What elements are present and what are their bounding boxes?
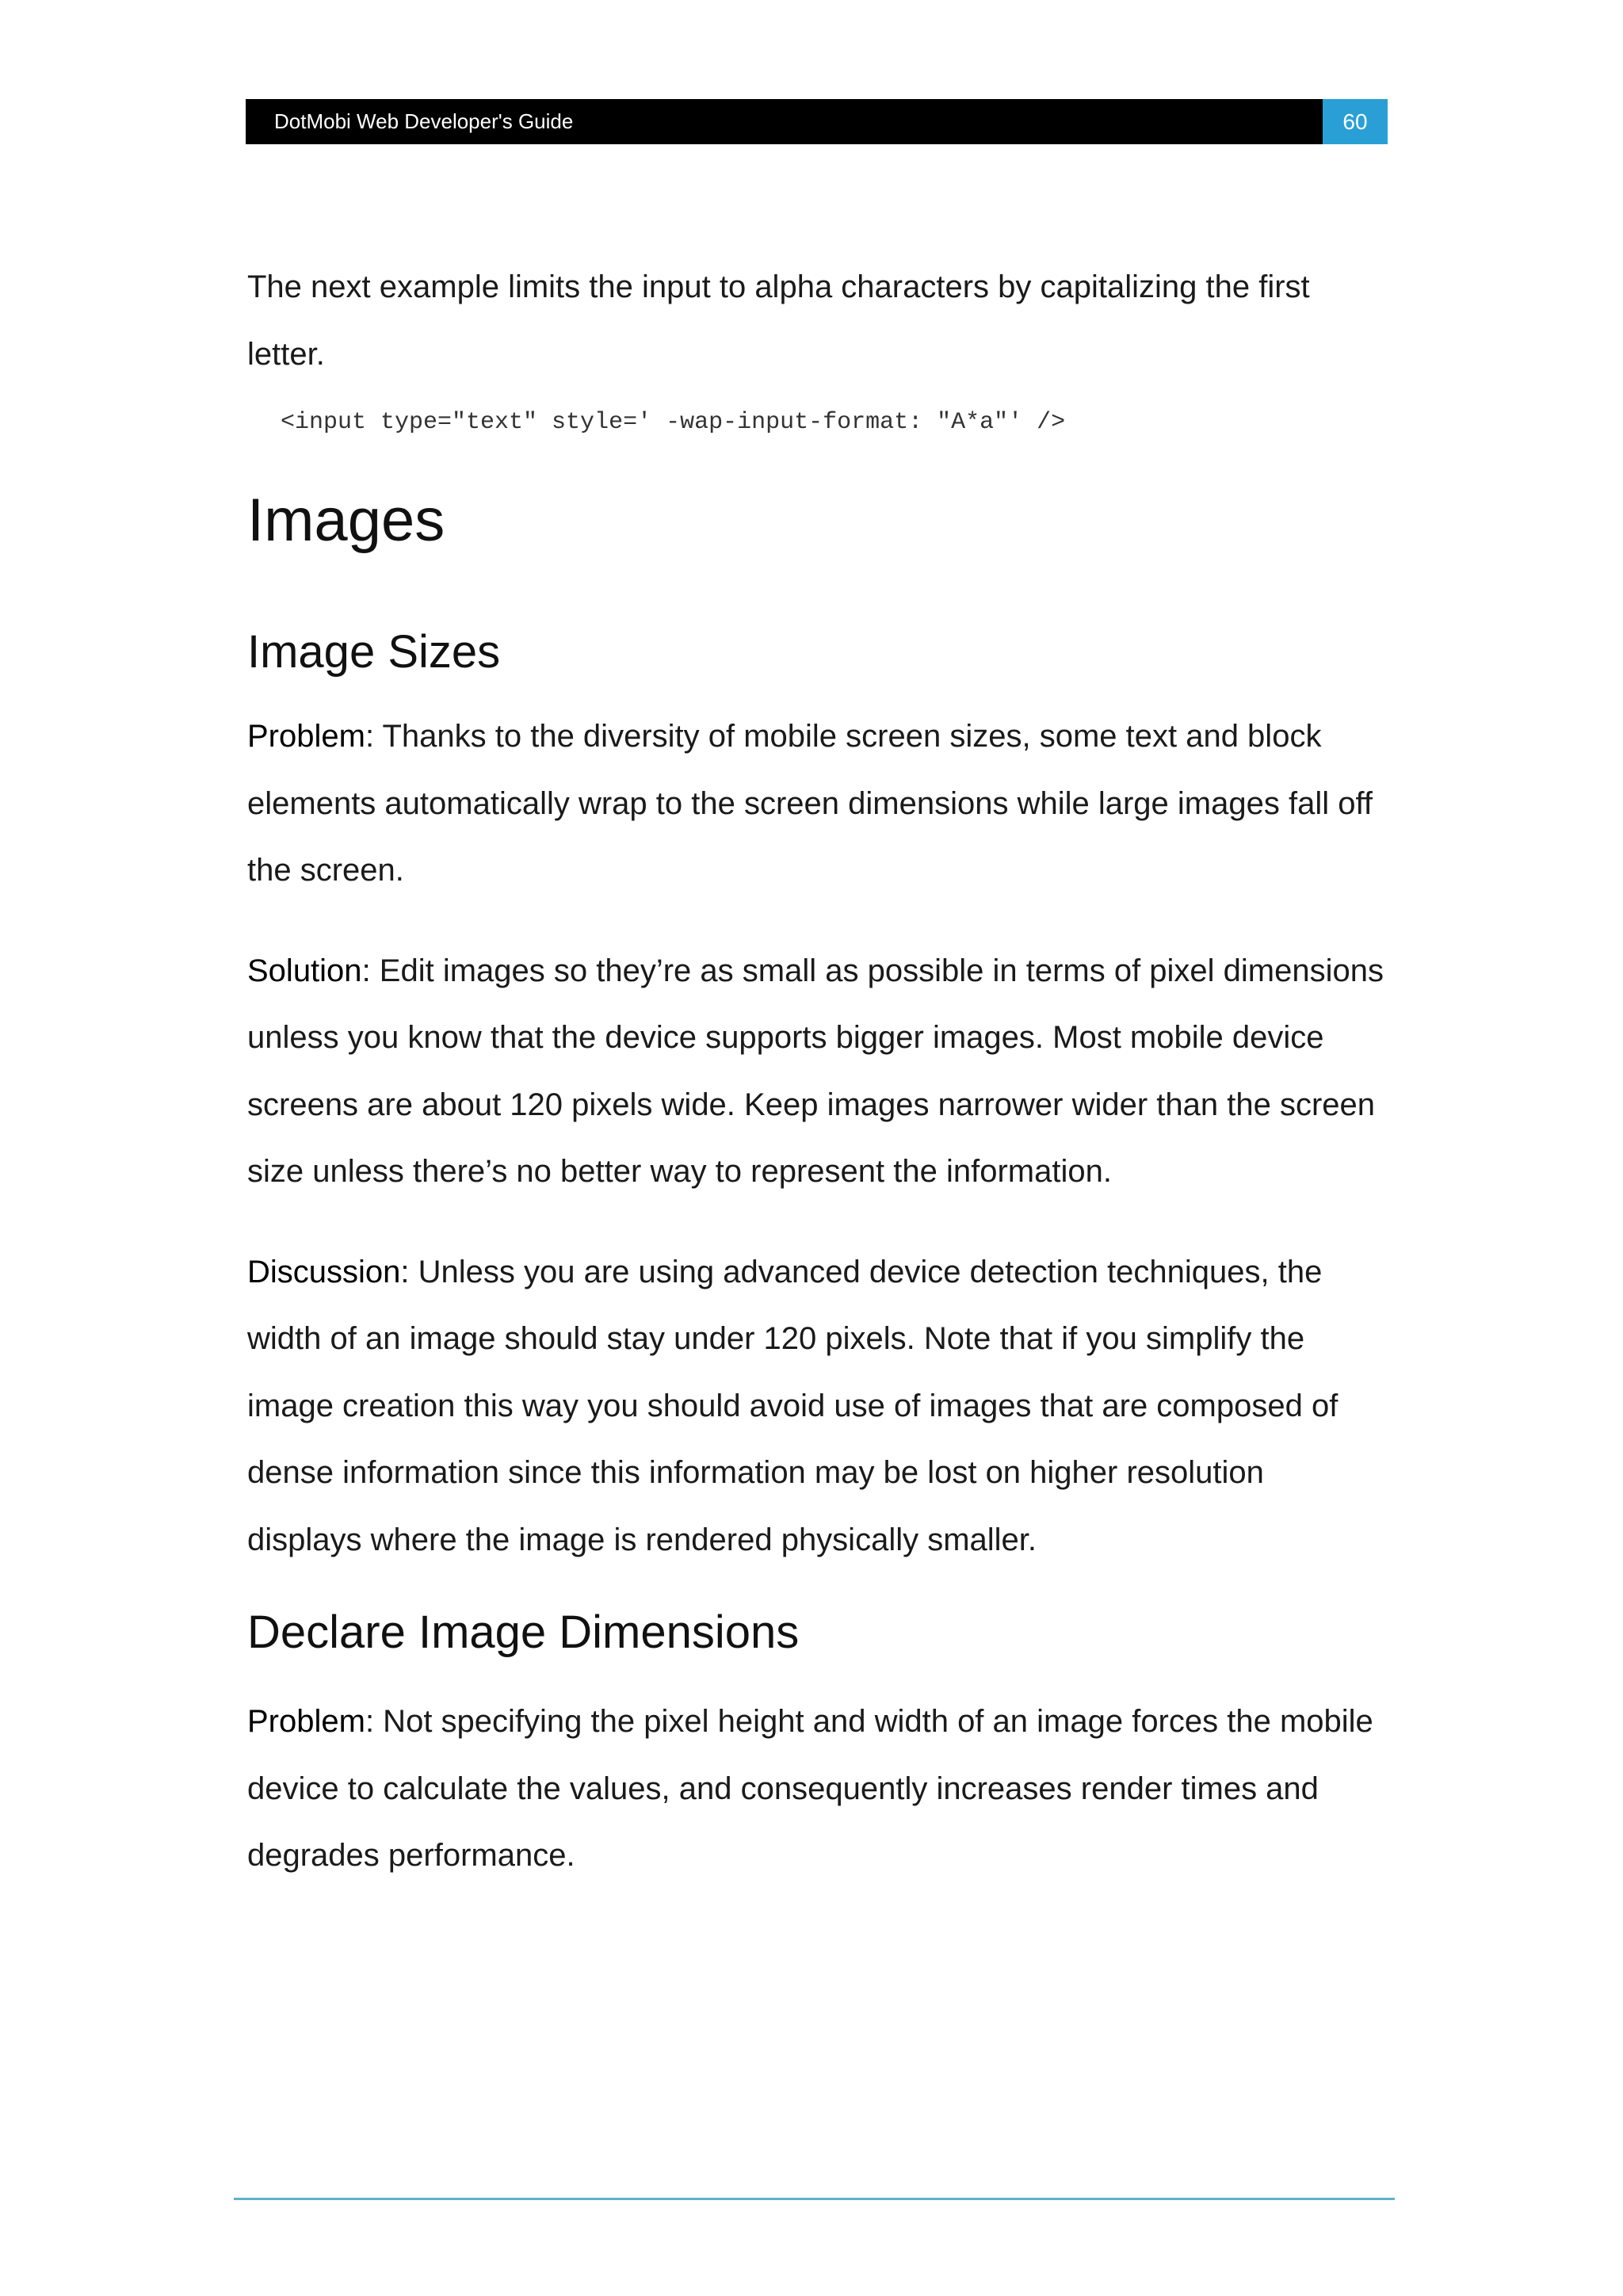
running-header bbox=[246, 99, 1388, 144]
paragraph-line: elements automatically wrap to the screen dimensions while large images fall off bbox=[247, 785, 1373, 821]
code-example: <input type="text" style=' -wap-input-format: "A*a"' /> bbox=[281, 409, 1066, 436]
line-text: : Unless you are using advanced device detection techniques, the bbox=[400, 1254, 1323, 1289]
line-text: : Not specifying the pixel height and width of an image forces the mobile bbox=[365, 1704, 1373, 1739]
solution-paragraph bbox=[247, 938, 1396, 1205]
paragraph-line: device to calculate the values, and consequently increases render times and bbox=[247, 1771, 1319, 1806]
problem-label: Problem bbox=[247, 1704, 365, 1739]
discussion-paragraph bbox=[247, 1239, 1396, 1574]
paragraph-line: the screen. bbox=[247, 853, 404, 888]
paragraph-line: dense information since this information may be lost on higher resolution bbox=[247, 1455, 1264, 1490]
footer-rule bbox=[234, 2198, 1395, 2200]
intro-line: letter. bbox=[247, 336, 325, 372]
paragraph-line bbox=[247, 938, 1396, 1005]
paragraph-line bbox=[247, 1239, 1396, 1306]
paragraph-line: size unless there’s no better way to represent the information. bbox=[247, 1154, 1112, 1189]
paragraph-line: screens are about 120 pixels wide. Keep images narrower wider than the screen bbox=[247, 1087, 1376, 1122]
paragraph-line bbox=[247, 1688, 1396, 1755]
solution-label: Solution bbox=[247, 953, 362, 988]
section-title: Images bbox=[247, 487, 445, 554]
paragraph-line: displays where the image is rendered physically smaller. bbox=[247, 1522, 1037, 1557]
paragraph-line bbox=[247, 703, 1396, 770]
paragraph-line: width of an image should stay under 120 pixels. Note that if you simplify the bbox=[247, 1321, 1305, 1356]
paragraph-line: degrades performance. bbox=[247, 1838, 575, 1873]
line-text: : Edit images so they’re as small as possible in terms of pixel dimensions bbox=[361, 953, 1384, 988]
page-number: 60 bbox=[1323, 99, 1388, 144]
line-text: : Thanks to the diversity of mobile screen sizes, some text and block bbox=[365, 719, 1322, 754]
paragraph-line: unless you know that the device supports bigger images. Most mobile device bbox=[247, 1020, 1324, 1055]
discussion-label: Discussion bbox=[247, 1254, 401, 1289]
header-title: DotMobi Web Developer's Guide bbox=[274, 109, 574, 133]
subsection-heading-image-sizes: Image Sizes bbox=[247, 626, 501, 678]
subsection-heading-declare-dimensions: Declare Image Dimensions bbox=[247, 1606, 800, 1658]
paragraph-line: image creation this way you should avoid use of images that are composed of bbox=[247, 1388, 1338, 1423]
problem-label: Problem bbox=[247, 719, 365, 754]
problem-paragraph bbox=[247, 1688, 1396, 1889]
intro-line: The next example limits the input to alpha characters by capitalizing the first bbox=[247, 269, 1310, 304]
intro-paragraph bbox=[247, 254, 1396, 388]
page-content bbox=[247, 254, 1396, 1889]
problem-paragraph bbox=[247, 703, 1396, 904]
